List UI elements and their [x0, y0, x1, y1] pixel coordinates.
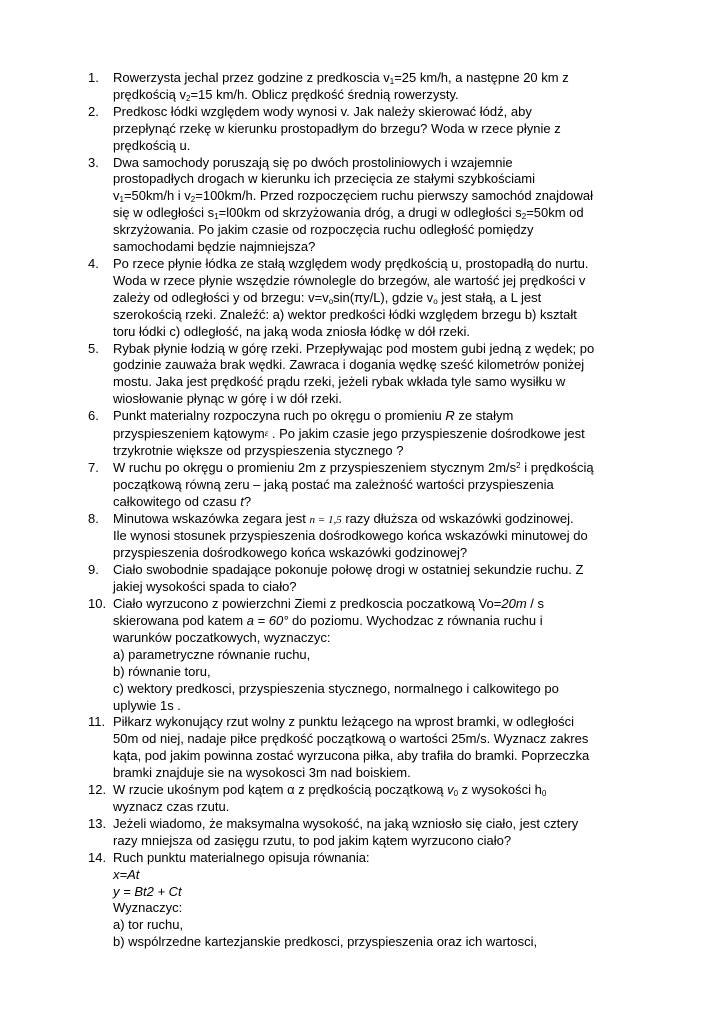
text-run: b) równanie toru,: [113, 663, 211, 679]
problem-number: 12.: [88, 782, 107, 798]
text-run: wiosłowanie płynąc w górę i w dół rzeki.: [113, 391, 343, 407]
text-line: [113, 782, 663, 799]
problem-item: [88, 782, 663, 816]
text-run: W ruchu po okręgu o promieniu 2m z przyspieszeniem stycznym 2m/s: [113, 459, 517, 475]
superscript: 2: [516, 460, 521, 470]
text-run: Piłkarz wykonujący rzut wolny z punktu leżącego na wprost bramki, w odległości: [113, 714, 574, 730]
italic-math: y = Bt2 + Ct: [113, 883, 182, 899]
text-line: [113, 188, 663, 205]
text-run: początkową równą zeru – jaką postać ma zależność wartości przyspieszenia: [113, 476, 554, 492]
text-run: Rowerzysta jechal przez godzine z predkoscia v: [113, 70, 390, 85]
subscript: 0: [453, 789, 459, 799]
text-run: prędkością v: [113, 86, 186, 102]
text-line: [113, 138, 663, 155]
text-run: kąta, pod jakim powinna zostać wyrzucona piłka, aby trafiła do bramki. Poprzeczka: [113, 748, 590, 764]
italic-math: R: [445, 408, 455, 424]
problem-item: [88, 562, 663, 596]
text-line: [113, 70, 663, 87]
text-run: Ruch punktu materialnego opisuja równania:: [113, 849, 370, 865]
text-run: i prędkością: [520, 459, 594, 475]
text-run: do poziomu. Wychodzac z równania ruchu i: [288, 613, 543, 628]
text-run: a) tor ruchu,: [113, 917, 184, 933]
text-run: =l00km od skrzyżowania dróg, a drugi w odległości s: [218, 205, 522, 221]
text-run: Po rzece płynie łódka ze stałą względem wody prędkością u, prostopadłą do nurtu.: [113, 255, 589, 271]
problem-number: 3.: [88, 154, 99, 170]
text-line: [113, 934, 663, 951]
text-line: [113, 171, 663, 188]
text-line: [113, 443, 663, 460]
text-line: [113, 545, 663, 562]
text-run: Predkosc łódki względem wody wynosi v. Jak należy skierować łódź, aby: [113, 103, 532, 119]
problem-text: [113, 70, 663, 104]
text-run: razy dłuższa od wskazówki godzinowej.: [341, 510, 574, 526]
text-run: przyspieszenia dośrodkowego końca wskazówki godzinowej?: [113, 545, 468, 561]
problem-item: [88, 104, 663, 155]
text-line: [113, 867, 663, 884]
text-run: ?: [243, 493, 252, 509]
text-line: [113, 850, 663, 867]
text-run: Punkt materialny rozpoczyna ruch po okręgu o promieniu: [113, 408, 446, 424]
text-line: [113, 630, 663, 647]
text-run: Woda w rzece płynie wszędzie równolegle do brzegów, ale wartość jej prędkości v: [113, 272, 586, 288]
problem-text: [113, 816, 663, 850]
text-run: =50km od: [526, 205, 584, 221]
text-run: uplywie 1s .: [113, 697, 181, 713]
text-line: [113, 511, 663, 529]
text-run: Ciało wyrzucono z powierzchni Ziemi z predkoscia poczatkową Vo=: [113, 596, 502, 612]
problem-text: [113, 714, 663, 782]
text-run: mostu. Jaka jest prędkość prądu rzeki, jeżeli rybak wkłada tyle samo wysiłku w: [113, 374, 566, 390]
problem-text: [113, 850, 663, 951]
problem-number: 9.: [88, 562, 99, 578]
text-run: Minutowa wskazówka zegara jest: [113, 510, 310, 526]
problem-number: 4.: [88, 255, 99, 271]
text-run: b) wspólrzedne kartezjanskie predkosci, przyspieszenia oraz ich wartosci,: [113, 934, 538, 950]
text-run: . Po jakim czasie jego przyspieszenie dośrodkowe jest: [268, 426, 585, 442]
problem-text: [113, 511, 663, 563]
problem-number: 10.: [88, 596, 107, 612]
text-run: jest stałą, a L jest: [437, 289, 542, 305]
text-line: [113, 425, 663, 443]
problem-text: [113, 256, 663, 341]
text-run: skierowana pod katem: [113, 613, 247, 628]
problem-text: [113, 341, 663, 409]
document-page: [88, 70, 663, 951]
text-line: [113, 273, 663, 290]
text-run: Ciało swobodnie spadające pokonuje połowę drogi w ostatniej sekundzie ruchu. Z: [113, 562, 584, 578]
text-line: [113, 391, 663, 408]
problem-item: [88, 70, 663, 104]
text-line: [113, 477, 663, 494]
problem-item: [88, 511, 663, 563]
problem-item: [88, 596, 663, 714]
text-run: prostopadłych drogach w kierunku ich przecięcia ze stałymi szybkościami: [113, 171, 535, 187]
italic-math: t: [240, 493, 244, 509]
text-run: / s: [526, 596, 545, 612]
text-line: [113, 324, 663, 341]
problem-text: [113, 782, 663, 816]
problem-text: [113, 596, 663, 714]
text-run: szerokością rzeki. Znaleźć: a) wektor predkości łódki względem brzegu b) kształt: [113, 306, 577, 322]
subscript: o: [328, 296, 334, 306]
problem-number: 7.: [88, 459, 99, 475]
problem-number: 1.: [88, 70, 99, 85]
italic-math: x=At: [113, 866, 140, 882]
text-line: [113, 562, 663, 579]
text-line: [113, 357, 663, 374]
text-run: c) wektory predkosci, przyspieszenia stycznego, normalnego i calkowitego po: [113, 680, 559, 696]
text-run: Wyznaczyc:: [113, 900, 183, 916]
text-run: warunków poczatkowych, wyznaczyc:: [113, 629, 331, 645]
text-line: [113, 816, 663, 833]
text-run: prędkością u.: [113, 137, 191, 153]
text-run: toru łódki c) odległość, na jaką woda zniosła łódkę w dół rzeki.: [113, 323, 470, 339]
text-run: razy mniejsza od zasięgu rzutu, to pod jakim kątem wyrzucono ciało?: [113, 832, 512, 848]
text-line: [113, 613, 663, 630]
italic-math: v: [447, 782, 454, 798]
text-line: [113, 256, 663, 273]
text-line: [113, 341, 663, 358]
problem-number: 5.: [88, 340, 99, 356]
text-line: [113, 290, 663, 307]
text-run: całkowitego od czasu: [113, 493, 241, 509]
problem-item: [88, 816, 663, 850]
text-line: [113, 681, 663, 698]
text-line: [113, 205, 663, 222]
problem-number: 11.: [88, 714, 106, 730]
subscript: 2: [185, 93, 191, 103]
epsilon-symbol: ε: [264, 428, 269, 439]
text-line: [113, 239, 663, 256]
subscript: 1: [214, 212, 219, 222]
text-run: Dwa samochody poruszają się po dwóch prostoliniowych i wzajemnie: [113, 154, 513, 170]
problem-item: [88, 341, 663, 409]
problem-item: [88, 408, 663, 460]
text-line: [113, 87, 663, 104]
text-line: [113, 765, 663, 782]
text-line: [113, 307, 663, 324]
text-run: W rzucie ukośnym pod kątem α z prędkością początkową: [113, 782, 448, 798]
text-run: przepłynąć rzekę w kierunku prostopadłym do brzegu? Woda w rzece płynie z: [113, 120, 561, 136]
text-run: z wysokości h: [458, 782, 542, 798]
text-run: 50m od niej, nadaje piłce prędkość początkową o wartości 25m/s. Wyznacz zakres: [113, 731, 589, 747]
text-run: Jeżeli wiadomo, że maksymalna wysokość, na jaką wzniosło się ciało, jest cztery: [113, 815, 579, 831]
text-run: bramki znajduje sie na wysokosci 3m nad boiskiem.: [113, 765, 411, 781]
problem-number: 8.: [88, 510, 99, 526]
problem-item: [88, 256, 663, 341]
problem-number: 6.: [88, 408, 99, 424]
text-run: jakiej wysokości spada to ciało?: [113, 579, 297, 595]
problem-item: [88, 155, 663, 256]
text-run: samochodami będzie najmniejsza?: [113, 239, 316, 255]
text-line: [113, 408, 663, 425]
text-line: [113, 222, 663, 239]
text-line: [113, 731, 663, 748]
text-run: zależy od odległości y od brzegu: v=v: [113, 289, 329, 305]
text-line: [113, 155, 663, 172]
ratio-expression: n = 1,5: [309, 513, 342, 526]
problem-text: [113, 155, 663, 256]
text-run: =100km/h. Przed rozpoczęciem ruchu pierwszy samochód znajdował: [195, 188, 594, 204]
text-line: [113, 374, 663, 391]
problem-item: [88, 850, 663, 951]
text-line: [113, 917, 663, 934]
text-line: [113, 104, 663, 121]
problem-number: 13.: [88, 815, 107, 831]
problem-text: [113, 408, 663, 460]
text-run: a) parametryczne równanie ruchu,: [113, 646, 311, 662]
text-line: [113, 647, 663, 664]
subscript: 1: [389, 77, 395, 86]
text-run: się w odległości s: [113, 205, 215, 221]
text-run: trzykrotnie większe od przyspieszenia stycznego ?: [113, 442, 404, 458]
text-line: [113, 494, 663, 511]
text-line: [113, 799, 663, 816]
subscript: 0: [541, 789, 547, 799]
text-run: skrzyżowania. Po jakim czasie od rozpoczęcia ruchu odległość pomiędzy: [113, 222, 534, 238]
subscript: o: [433, 296, 438, 306]
problem-item: [88, 714, 663, 782]
text-line: [113, 528, 663, 545]
text-line: [113, 579, 663, 596]
text-run: ze stałym: [454, 408, 514, 424]
text-line: [113, 833, 663, 850]
text-line: [113, 900, 663, 917]
text-run: godzinie zauważa brak wędki. Zawraca i dogania wędkę sześć kilometrów poniżej: [113, 357, 585, 373]
text-line: [113, 884, 663, 901]
subscript: 1: [119, 195, 124, 205]
text-line: [113, 121, 663, 138]
text-line: [113, 664, 663, 681]
text-line: [113, 698, 663, 715]
problem-text: [113, 460, 663, 511]
text-line: [113, 748, 663, 765]
text-run: Rybak płynie łodzią w górę rzeki. Przepływając pod mostem gubi jedną z wędek; po: [113, 340, 595, 356]
problem-item: [88, 460, 663, 511]
problem-number: 14.: [88, 849, 107, 865]
italic-math: 20m: [501, 596, 527, 612]
subscript: 2: [521, 212, 527, 222]
text-line: [113, 460, 663, 477]
text-run: v: [113, 188, 120, 204]
text-run: Ile wynosi stosunek przyspieszenia dośrodkowego końca wskazówki minutowej do: [113, 528, 588, 544]
subscript: 2: [190, 195, 196, 205]
italic-math: a = 60°: [246, 613, 289, 628]
problem-text: [113, 562, 663, 596]
problem-number: 2.: [88, 103, 99, 119]
text-run: przyspieszeniem kątowym: [113, 426, 265, 442]
problem-text: [113, 104, 663, 155]
text-run: =15 km/h. Oblicz prędkość średnią rowerzysty.: [190, 86, 459, 102]
text-run: sin(πy/L), gdzie v: [333, 289, 434, 305]
text-run: =50km/h i v: [123, 188, 191, 204]
text-line: [113, 714, 663, 731]
text-run: =25 km/h, a następne 20 km z: [394, 70, 569, 85]
text-run: wyznacz czas rzutu.: [113, 798, 230, 814]
text-line: [113, 596, 663, 613]
